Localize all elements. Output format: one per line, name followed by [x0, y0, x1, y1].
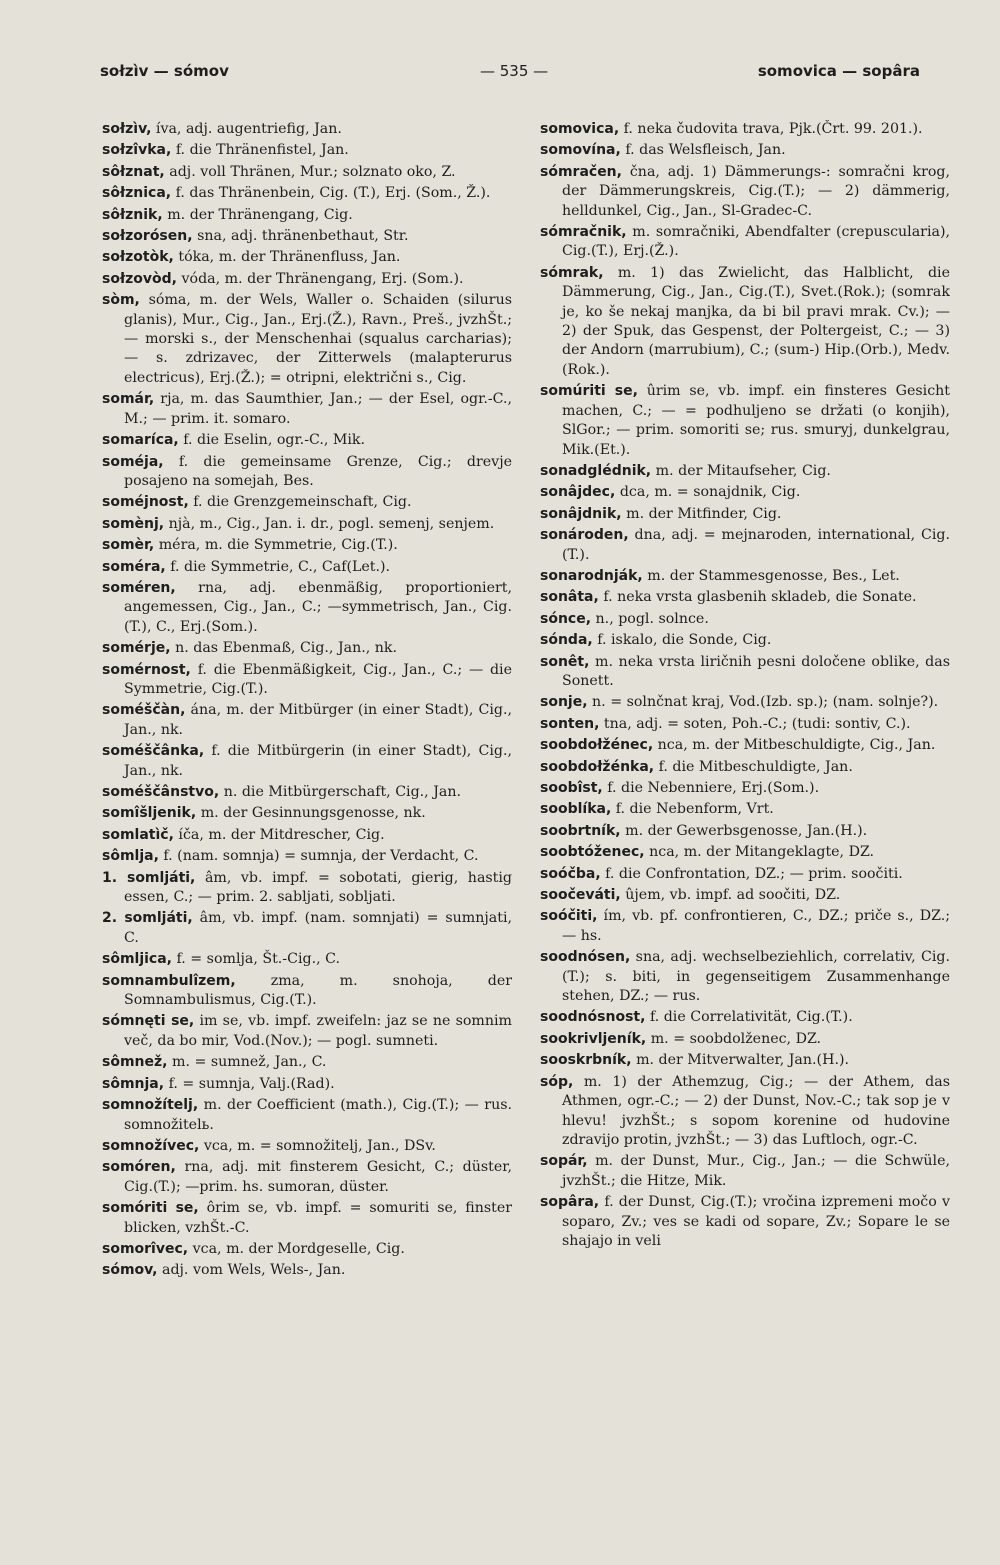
dictionary-entry: [102, 909, 512, 948]
dictionary-entry: [102, 826, 512, 845]
dictionary-entry: [540, 736, 950, 755]
entry-headword: soméja,: [102, 453, 164, 470]
entry-headword: somovica,: [540, 121, 620, 137]
entry-headword: somóren,: [102, 1159, 176, 1176]
entry-headword: sołzìv,: [102, 121, 152, 137]
dictionary-entry: [540, 1051, 950, 1070]
entry-headword: sómnęti se,: [102, 1013, 195, 1030]
entry-definition: njà, m., Cig., Jan. i. dr., pogl. semenj, senjem.: [168, 515, 495, 532]
entry-headword: sołzovòd,: [102, 270, 177, 287]
dictionary-entry: [102, 1012, 512, 1051]
entry-definition: nca, m. der Mitangeklagte, DZ.: [649, 844, 875, 861]
entry-headword: somnožítelj,: [102, 1097, 199, 1114]
dictionary-entry: [102, 227, 512, 246]
dictionary-entry: [540, 653, 950, 692]
dictionary-entry: [102, 248, 512, 267]
entry-headword: sónda,: [540, 632, 593, 649]
dictionary-entry: [540, 1152, 950, 1191]
entry-definition: méra, m. die Symmetrie, Cig.(T.).: [158, 537, 398, 554]
entry-headword: sooskrbník,: [540, 1052, 632, 1069]
entry-headword: somnambulîzem,: [102, 972, 236, 989]
dictionary-entry: [540, 779, 950, 798]
entry-headword: soobdołžénka,: [540, 758, 655, 775]
entry-definition: ûjem, vb. impf. ad soočiti, DZ.: [625, 887, 841, 904]
dictionary-entry: [102, 141, 512, 160]
dictionary-entry: [102, 1137, 512, 1156]
entry-definition: im se, vb. impf. zweifeln: jaz se ne somnim več, da bo mir, Vod.(Nov.); — pogl. sumneti.: [124, 1013, 512, 1049]
entry-headword: sómov,: [102, 1262, 158, 1279]
dictionary-entry: [102, 120, 512, 139]
left-column: [102, 120, 512, 1540]
dictionary-entry: [102, 1053, 512, 1072]
running-header: [100, 62, 920, 88]
entry-definition: f. iskalo, die Sonde, Cig.: [597, 632, 772, 649]
entry-headword: soobtóženec,: [540, 844, 645, 861]
entry-headword: sónce,: [540, 610, 592, 627]
right-column: [540, 120, 950, 1540]
entry-definition: m. = sumnež, Jan., C.: [171, 1054, 327, 1071]
entry-definition: tóka, m. der Thränenfluss, Jan.: [178, 249, 401, 266]
dictionary-entry: [102, 431, 512, 450]
dictionary-entry: [102, 1261, 512, 1280]
entry-headword: soobîst,: [540, 780, 603, 796]
entry-definition: f. die Confrontation, DZ.; — prim. soočiti.: [605, 865, 903, 882]
dictionary-entry: [540, 610, 950, 629]
dictionary-entry: [540, 865, 950, 884]
entry-definition: rja, m. das Saumthier, Jan.; — der Esel, ogr.-C., M.; — prim. it. somaro.: [124, 391, 512, 427]
entry-definition: m. der Mitfinder, Cig.: [626, 505, 782, 522]
dictionary-entry: [102, 390, 512, 429]
entry-definition: n., pogl. solnce.: [595, 610, 709, 627]
entry-definition: f. die Ebenmäßigkeit, Cig., Jan., C.; — die Symmetrie, Cig.(T.).: [124, 661, 512, 697]
dictionary-entry: [540, 382, 950, 460]
entry-headword: soméščàn,: [102, 702, 186, 719]
entry-headword: soméjnost,: [102, 494, 189, 511]
entry-definition: f. neka čudovita trava, Pjk.(Črt. 99. 201.).: [623, 121, 923, 137]
entry-definition: ôrim se, vb. impf. = somuriti se, finster blicken, vzhŠt.-C.: [124, 1200, 512, 1236]
entry-headword: somîšljenik,: [102, 805, 197, 822]
entry-headword: sonarodnják,: [540, 567, 643, 584]
header-left-guide: sołzìv — sómov: [100, 62, 229, 80]
entry-headword: somár,: [102, 391, 155, 408]
entry-definition: f. = somlja, Št.-Cig., C.: [176, 951, 340, 968]
entry-definition: m. der Mitverwalter, Jan.(H.).: [636, 1052, 849, 1069]
dictionary-entry: [540, 223, 950, 262]
entry-headword: sômnja,: [102, 1075, 165, 1092]
entry-definition: adj. vom Wels, Wels-, Jan.: [161, 1262, 346, 1279]
entry-headword: sonêt,: [540, 653, 590, 670]
entry-definition: zma, m. snohoja, der Somnambulismus, Cig.(T.).: [124, 972, 512, 1009]
entry-definition: f. das Thränenbein, Cig. (T.), Erj. (Som., Ž.).: [175, 185, 491, 202]
entry-definition: ána, m. der Mitbürger (in einer Stadt), Cig., Jan., nk.: [124, 702, 512, 738]
entry-definition: m. der Dunst, Mur., Cig., Jan.; — die Schwüle, jvzhŠt.; die Hitze, Mik.: [562, 1153, 950, 1189]
entry-definition: ûrim se, vb. impf. ein finsteres Gesicht machen, C.; — = podhuljeno se držati (o konjih), SlGor.; — prim. somoriti se; rus. smuryj, dunkelgrau, Mik.(Et.).: [562, 383, 950, 458]
entry-headword: sôłznica,: [102, 185, 172, 202]
entry-headword: soobdołžénec,: [540, 737, 654, 754]
entry-headword: sôłznik,: [102, 206, 163, 223]
entry-definition: m. 1) das Zwielicht, das Halblicht, die Dämmerung, Cig., Jan., Cig.(T.), Svet.(Rok.); (somrak je, ko še nekaj manjka, da bi bil pravi mrak. Cv.); — 2) der Spuk, das Gespenst, der Poltergeist, C.; — 3) der Andorn (marrubium), C.; (sum-) Hip.(Orb.), Medv.(Rok.).: [562, 264, 950, 378]
entry-definition: rna, adj. mit finsterem Gesicht, C.; düster, Cig.(T.); —prim. hs. sumoran, düster.: [124, 1159, 512, 1195]
dictionary-entry: [540, 483, 950, 502]
entry-headword: sonâjdec,: [540, 484, 616, 501]
dictionary-entry: [102, 558, 512, 577]
entry-definition: adj. voll Thränen, Mur.; solznato oko, Z.: [169, 163, 456, 180]
dictionary-entry: [540, 505, 950, 524]
entry-definition: âm, vb. impf. = sobotati, gierig, hastig essen, C.; — prim. 2. sabljati, sobljati.: [124, 869, 512, 906]
entry-definition: m. somračniki, Abendfalter (crepuscularia), Cig.(T.), Erj.(Ž.).: [562, 224, 950, 260]
entry-definition: f. die Eselin, ogr.-C., Mik.: [183, 432, 366, 449]
entry-definition: čna, adj. 1) Dämmerungs-: somračni krog, der Dämmerungskreis, Cig.(T.); — 2) dämmerig, helldunkel, Cig., Jan., Sl-Gradec-C.: [562, 163, 950, 219]
dictionary-entry: [540, 120, 950, 139]
entry-definition: f. die Nebenniere, Erj.(Som.).: [607, 780, 820, 796]
entry-headword: soočeváti,: [540, 887, 621, 904]
entry-definition: n. die Mitbürgerschaft, Cig., Jan.: [223, 784, 461, 800]
dictionary-entry: [102, 579, 512, 637]
entry-definition: f. die Nebenform, Vrt.: [615, 801, 774, 818]
entry-headword: sômnež,: [102, 1054, 168, 1071]
entry-definition: m. der Gewerbsgenosse, Jan.(H.).: [625, 822, 868, 839]
entry-definition: íva, adj. augentriefig, Jan.: [155, 121, 342, 137]
entry-headword: somovína,: [540, 142, 621, 159]
entry-definition: f. die Mitbeschuldigte, Jan.: [658, 758, 853, 775]
entry-headword: sonâta,: [540, 589, 599, 606]
entry-headword: sómračnik,: [540, 224, 627, 241]
dictionary-entry: [102, 453, 512, 492]
entry-definition: vóda, m. der Thränengang, Erj. (Som.).: [181, 270, 464, 287]
dictionary-entry: [102, 1199, 512, 1238]
entry-headword: somóriti se,: [102, 1200, 199, 1217]
entry-definition: dna, adj. = mejnaroden, international, Cig.(T.).: [562, 527, 950, 563]
entry-definition: n. = solnčnat kraj, Vod.(Izb. sp.); (nam. solnje?).: [592, 694, 939, 711]
entry-definition: sna, adj. wechselbeziehlich, correlativ, Cig.(T.); s. biti, in gegenseitigem Zusammenhange stehen, DZ.; — rus.: [562, 949, 950, 1005]
entry-definition: f. der Dunst, Cig.(T.); vročina izpremeni močo v soparo, Zv.; ves se kadi od sopare, Zv.; Sopare le se shajajo in veli: [562, 1194, 950, 1249]
entry-headword: sołzorósen,: [102, 228, 193, 245]
entry-headword: sookrivljeník,: [540, 1030, 647, 1047]
entry-definition: f. die Thränenfistel, Jan.: [175, 142, 349, 159]
dictionary-entry: [540, 1030, 950, 1049]
entry-definition: âm, vb. impf. (nam. somnjati) = sumnjati, C.: [124, 910, 512, 946]
entry-definition: m. der Thränengang, Cig.: [167, 206, 353, 223]
entry-headword: sómrak,: [540, 264, 604, 281]
entry-definition: m. der Coefficient (math.), Cig.(T.); — rus. somnožitelь.: [124, 1097, 512, 1133]
dictionary-entry: [540, 822, 950, 841]
entry-headword: 2. somljáti,: [102, 910, 193, 927]
dictionary-entry: [540, 163, 950, 221]
entry-headword: somúriti se,: [540, 383, 638, 400]
entry-definition: sóma, m. der Wels, Waller o. Schaiden (silurus glanis), Mur., Cig., Jan., Erj.(Ž.), Ravn., Preš., jvzhŠt.; — morski s., der Menschenhai (squalus carcharias); — s. zdrizavec, der Zitterwels (malapterurus electricus), Erj.(Ž.); = otripni, električni s., Cig.: [124, 292, 512, 386]
dictionary-entry: [540, 758, 950, 777]
entry-definition: f. neka vrsta glasbenih skladeb, die Sonate.: [603, 589, 917, 606]
entry-headword: soodnósnost,: [540, 1009, 646, 1026]
dictionary-entry: [102, 515, 512, 534]
dictionary-entry: [540, 141, 950, 160]
entry-headword: somènj,: [102, 515, 165, 532]
entry-definition: nca, m. der Mitbeschuldigte, Cig., Jan.: [657, 737, 936, 754]
dictionary-entry: [540, 715, 950, 734]
entry-definition: f. (nam. somnja) = sumnja, der Verdacht, C.: [163, 848, 479, 865]
entry-headword: soméščânka,: [102, 743, 205, 760]
entry-headword: 1. somljáti,: [102, 869, 196, 886]
dictionary-entry: [102, 950, 512, 969]
entry-definition: íča, m. der Mitdrescher, Cig.: [178, 826, 385, 843]
dictionary-entry: [102, 1158, 512, 1197]
entry-definition: dca, m. = sonajdnik, Cig.: [619, 484, 801, 501]
entry-headword: somérje,: [102, 640, 171, 657]
entry-headword: sonároden,: [540, 527, 629, 544]
dictionary-entry: [540, 264, 950, 380]
entry-headword: sooblíka,: [540, 801, 612, 818]
entry-headword: sołzîvka,: [102, 142, 172, 159]
entry-headword: soobrtník,: [540, 822, 621, 839]
dictionary-entry: [102, 701, 512, 740]
entry-headword: somérnost,: [102, 661, 191, 678]
entry-headword: sôłznat,: [102, 163, 165, 180]
dictionary-entry: [540, 588, 950, 607]
entry-headword: sómračen,: [540, 163, 622, 180]
dictionary-entry: [540, 1073, 950, 1151]
entry-headword: soóčiti,: [540, 908, 598, 925]
dictionary-entry: [540, 800, 950, 819]
entry-definition: sna, adj. thränenbethaut, Str.: [197, 228, 409, 245]
entry-definition: m. neka vrsta liričnih pesni določene oblike, das Sonett.: [562, 653, 950, 689]
entry-headword: sopár,: [540, 1153, 588, 1170]
dictionary-entry: [102, 639, 512, 658]
entry-headword: somorîvec,: [102, 1240, 189, 1257]
dictionary-entry: [540, 948, 950, 1006]
entry-definition: f. die Correlativität, Cig.(T.).: [649, 1009, 853, 1026]
dictionary-entry: [540, 1193, 950, 1251]
entry-headword: soméren,: [102, 579, 176, 596]
entry-definition: f. die gemeinsame Grenze, Cig.; drevje posajeno na somejah, Bes.: [124, 453, 512, 489]
entry-headword: sonadglédnik,: [540, 462, 652, 479]
dictionary-entry: [102, 1075, 512, 1094]
dictionary-entry: [540, 693, 950, 712]
entry-definition: f. die Mitbürgerin (in einer Stadt), Cig., Jan., nk.: [124, 743, 512, 779]
page-number: — 535 —: [480, 62, 549, 80]
entry-definition: vca, m. der Mordgeselle, Cig.: [192, 1240, 405, 1257]
entry-definition: m. 1) der Athemzug, Cig.; — der Athem, das Athmen, ogr.-C.; — 2) der Dunst, Nov.-C.; tak sop je v hlevu! jvzhŠt.; s sopom korenine od hudovine zdravijo protin, jvzhŠt.; — 3) das Luftloch, ogr.-C.: [562, 1073, 950, 1148]
entry-definition: tna, adj. = soten, Poh.-C.; (tudi: sontiv, C.).: [603, 715, 911, 732]
entry-headword: soméščânstvo,: [102, 784, 220, 800]
dictionary-entry: [540, 631, 950, 650]
entry-definition: rna, adj. ebenmäßig, proportioniert, angemessen, Cig., Jan., C.; —symmetrisch, Jan., Cig.(T.), C., Erj.(Som.).: [124, 579, 512, 635]
entry-headword: somlatìč,: [102, 826, 174, 843]
dictionary-entry: [102, 206, 512, 225]
dictionary-entry: [540, 1008, 950, 1027]
entry-definition: m. der Mitaufseher, Cig.: [655, 462, 831, 479]
entry-headword: somaríca,: [102, 432, 179, 449]
dictionary-entry: [102, 493, 512, 512]
entry-definition: f. = sumnja, Valj.(Rad).: [168, 1075, 335, 1092]
entry-definition: m. der Stammesgenosse, Bes., Let.: [647, 567, 900, 584]
dictionary-entry: [540, 907, 950, 946]
dictionary-entry: [540, 843, 950, 862]
dictionary-entry: [102, 742, 512, 781]
entry-headword: sopâra,: [540, 1194, 600, 1211]
entry-definition: vca, m. = somnožitelj, Jan., DSv.: [203, 1137, 436, 1154]
entry-headword: soóčba,: [540, 865, 601, 882]
entry-definition: n. das Ebenmaß, Cig., Jan., nk.: [175, 640, 398, 657]
entry-headword: sonje,: [540, 694, 588, 711]
entry-headword: somèr,: [102, 537, 155, 554]
dictionary-entry: [540, 526, 950, 565]
entry-headword: sômlja,: [102, 848, 159, 865]
entry-definition: f. die Grenzgemeinschaft, Cig.: [193, 494, 412, 511]
header-right-guide: somovica — sopâra: [757, 62, 920, 80]
dictionary-entry: [102, 869, 512, 908]
dictionary-entry: [102, 291, 512, 388]
entry-definition: m. der Gesinnungsgenosse, nk.: [200, 805, 426, 822]
dictionary-entry: [102, 972, 512, 1011]
entry-headword: soméra,: [102, 558, 166, 575]
entry-headword: somnožívec,: [102, 1137, 200, 1154]
dictionary-entry: [102, 804, 512, 823]
entry-headword: sômljica,: [102, 951, 172, 968]
entry-definition: m. = soobdolženec, DZ.: [650, 1030, 822, 1047]
dictionary-entry: [102, 1096, 512, 1135]
dictionary-entry: [102, 783, 512, 802]
dictionary-entry: [540, 567, 950, 586]
entry-headword: sołzotòk,: [102, 249, 174, 266]
dictionary-entry: [102, 536, 512, 555]
dictionary-entry: [102, 661, 512, 700]
dictionary-entry: [102, 1240, 512, 1259]
entry-definition: f. das Welsfleisch, Jan.: [625, 142, 786, 159]
dictionary-entry: [102, 847, 512, 866]
dictionary-entry: [102, 270, 512, 289]
dictionary-entry: [102, 184, 512, 203]
entry-headword: sòm,: [102, 292, 140, 309]
dictionary-entry: [102, 163, 512, 182]
entry-definition: f. die Symmetrie, C., Caf(Let.).: [170, 558, 391, 575]
dictionary-entry: [540, 462, 950, 481]
entry-definition: ím, vb. pf. confrontieren, C., DZ.; priče s., DZ.; — hs.: [562, 908, 950, 944]
entry-headword: soodnósen,: [540, 949, 631, 966]
entry-headword: sonten,: [540, 715, 600, 732]
dictionary-entry: [540, 886, 950, 905]
entry-headword: sóp,: [540, 1073, 574, 1090]
entry-headword: sonâjdnik,: [540, 505, 622, 522]
